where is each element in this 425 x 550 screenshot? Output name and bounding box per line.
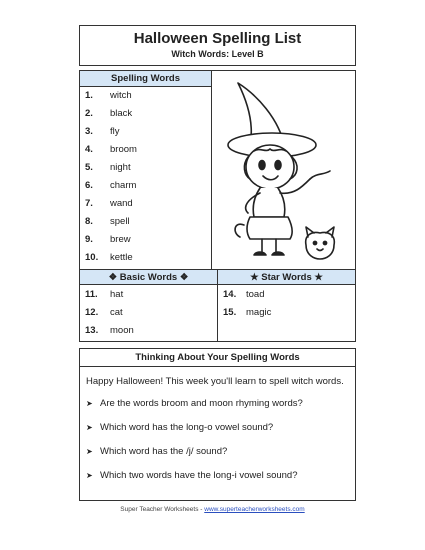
item-number: 7. xyxy=(85,198,93,209)
list-item xyxy=(80,177,211,195)
spelling-word: spell xyxy=(110,216,130,227)
question-text: Are the words broom and moon rhyming words? xyxy=(100,398,303,409)
list-item xyxy=(80,159,211,177)
item-number: 8. xyxy=(85,216,93,227)
spelling-word: moon xyxy=(110,325,134,336)
spelling-word: charm xyxy=(110,180,137,191)
item-number: 4. xyxy=(85,144,93,155)
witch-with-cat-icon xyxy=(220,75,354,265)
arrow-bullet-icon: ➤ xyxy=(86,447,93,456)
spelling-table xyxy=(79,70,356,342)
spelling-words-header: Spelling Words xyxy=(80,71,212,87)
spelling-word: cat xyxy=(110,307,123,318)
list-item xyxy=(80,304,217,322)
question-item xyxy=(80,416,355,440)
spelling-word: kettle xyxy=(110,252,133,263)
spelling-word: toad xyxy=(246,289,265,300)
question-item xyxy=(80,464,355,488)
list-item xyxy=(80,123,211,141)
footer xyxy=(0,506,425,513)
item-number: 5. xyxy=(85,162,93,173)
star-words-list xyxy=(218,285,355,342)
question-item xyxy=(80,392,355,416)
spelling-word: broom xyxy=(110,144,137,155)
list-item xyxy=(80,195,211,213)
list-item xyxy=(80,105,211,123)
spelling-word: fly xyxy=(110,126,120,137)
question-item xyxy=(80,440,355,464)
list-item xyxy=(80,249,211,267)
page-subtitle: Witch Words: Level B xyxy=(171,49,264,59)
list-item xyxy=(218,286,355,304)
item-number: 3. xyxy=(85,126,93,137)
spelling-word: night xyxy=(110,162,131,173)
footer-link[interactable]: www.superteacherworksheets.com xyxy=(204,506,305,513)
question-text: Which word has the long-o vowel sound? xyxy=(100,422,274,433)
list-item xyxy=(80,141,211,159)
item-number: 9. xyxy=(85,234,93,245)
arrow-bullet-icon: ➤ xyxy=(86,399,93,408)
item-number: 13. xyxy=(85,325,99,336)
question-text: Which word has the /j/ sound? xyxy=(100,446,228,457)
questions-intro: Happy Halloween! This week you'll learn to spell witch words. xyxy=(86,376,344,387)
page-title: Halloween Spelling List xyxy=(133,30,302,47)
list-item xyxy=(80,286,217,304)
basic-words-list xyxy=(80,285,218,341)
spelling-word: black xyxy=(110,108,133,119)
item-number: 10. xyxy=(85,252,99,263)
spelling-word: wand xyxy=(110,198,133,209)
item-number: 1. xyxy=(85,90,93,101)
list-item xyxy=(80,87,211,105)
question-text: Which two words have the long-i vowel sound? xyxy=(100,470,298,481)
spelling-word: magic xyxy=(246,307,272,318)
questions-list xyxy=(80,392,355,488)
star-words-header: ★ Star Words ★ xyxy=(218,269,355,285)
arrow-bullet-icon: ➤ xyxy=(86,423,93,432)
item-number: 12. xyxy=(85,307,99,318)
item-number: 15. xyxy=(223,307,237,318)
spelling-word: hat xyxy=(110,289,124,300)
item-number: 11. xyxy=(85,289,98,300)
list-item xyxy=(218,304,355,322)
item-number: 14. xyxy=(223,289,237,300)
list-item xyxy=(80,231,211,249)
list-item xyxy=(80,213,211,231)
item-number: 2. xyxy=(85,108,93,119)
arrow-bullet-icon: ➤ xyxy=(86,471,93,480)
spelling-word: witch xyxy=(110,90,132,101)
questions-box xyxy=(79,348,356,501)
basic-words-header: ❖ Basic Words ❖ xyxy=(80,269,218,285)
title-box xyxy=(79,25,356,66)
item-number: 6. xyxy=(85,180,93,191)
list-item xyxy=(80,322,217,340)
footer-text: Super Teacher Worksheets - xyxy=(120,506,205,513)
spelling-word: brew xyxy=(110,234,131,245)
questions-title: Thinking About Your Spelling Words xyxy=(80,349,355,367)
spelling-words-list xyxy=(80,87,212,269)
